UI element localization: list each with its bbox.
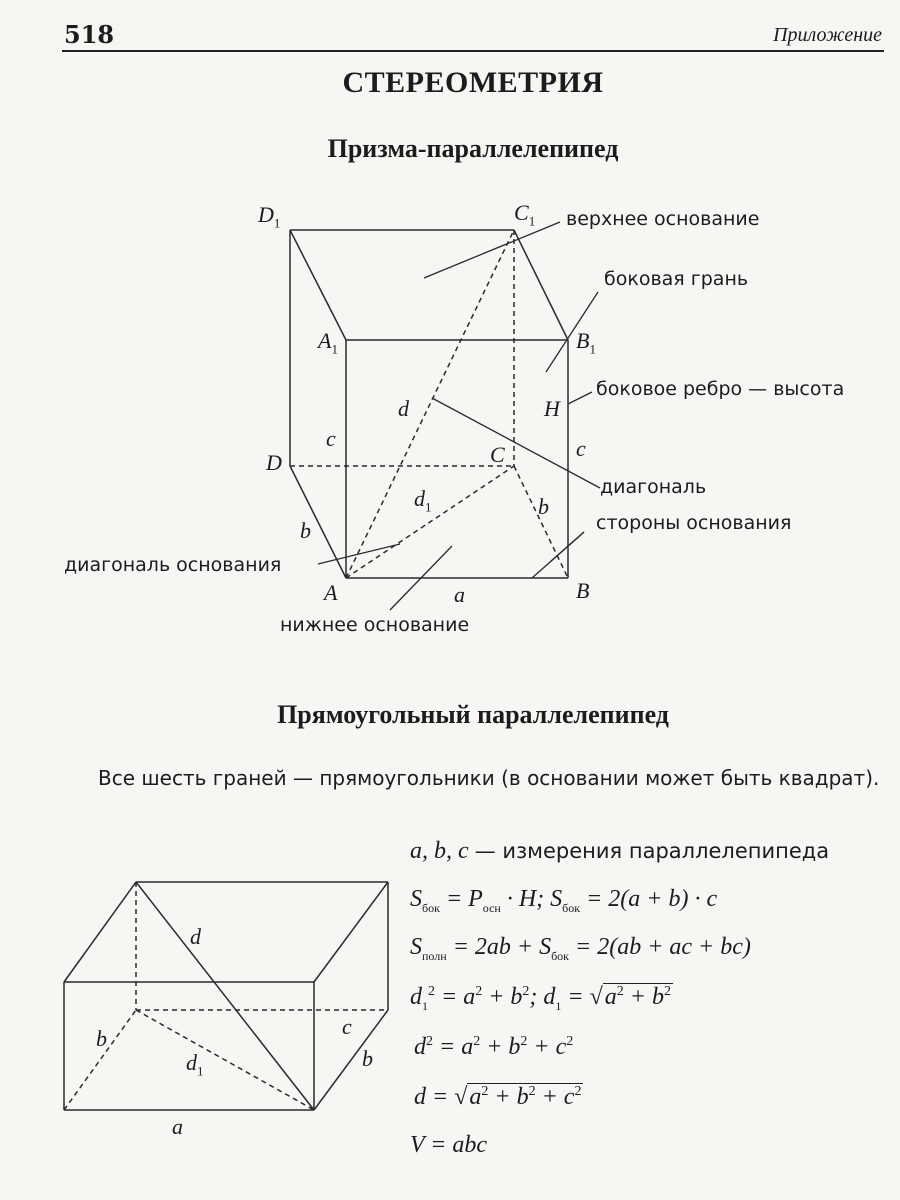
formula-dimensions: a, b, c — измерения параллелепипеда <box>410 838 830 864</box>
space-diagonal <box>346 230 514 578</box>
rect-heading: Прямоугольный параллелепипед <box>277 700 669 729</box>
running-head: Приложение <box>773 24 882 46</box>
rect-base-diagonal <box>136 1010 314 1110</box>
segment-label-d1: $d_1$ <box>414 486 432 515</box>
vertex-c: C <box>490 442 505 467</box>
vertex-d: D <box>266 450 282 475</box>
page-number: 518 <box>64 20 115 49</box>
rect-label-d1: $d_1$ <box>186 1050 204 1079</box>
segment-label-a: a <box>454 582 465 607</box>
label-base-sides: стороны основания <box>596 512 792 534</box>
vertex-a1: $A_1$ <box>318 328 338 357</box>
rect-space-diagonal <box>136 882 314 1110</box>
rect-label-c: c <box>342 1014 352 1039</box>
rect-label-b-left: b <box>96 1026 107 1051</box>
vertex-a: A <box>324 580 338 605</box>
rect-paragraph: Все шесть граней — прямоугольники (в основании может быть квадрат). <box>98 766 880 790</box>
label-bottom-base: нижнее основание <box>280 614 470 636</box>
label-side-edge: боковое ребро — высота <box>596 378 845 400</box>
formula-diagonal: $d = √a^2 + b^2 + c^2$ <box>414 1084 582 1110</box>
segment-label-b-right: b <box>538 494 549 519</box>
base-diagonal <box>346 466 514 578</box>
formula-base-diagonal: $d_1^2 = a^2 + b^2$; $d_1 = √a^2 + b^2$ <box>410 984 671 1013</box>
segment-label-b-left: b <box>300 518 311 543</box>
edge-c1b1 <box>514 230 568 340</box>
section-title: СТЕРЕОМЕТРИЯ <box>342 66 604 99</box>
formula-lateral-area: $S_{бок} = P_{осн} \cdot H$; $S_{бок} = 2(a + b) \cdot c$ <box>410 886 718 915</box>
edge-d1a1 <box>290 230 346 340</box>
formula-diagonal-squared: $d^2 = a^2 + b^2 + c^2$ <box>414 1034 574 1060</box>
rect-edge-top-right <box>314 882 388 982</box>
leader-diagonal <box>432 398 600 488</box>
formula-total-area: $S_{полн} = 2ab + S_{бок} = 2(ab$ + ac + bc) <box>410 934 751 963</box>
rect-label-d: d <box>190 924 201 949</box>
segment-label-c-right: c <box>576 436 586 461</box>
vertex-d1: $D_1$ <box>258 202 281 231</box>
segment-label-d: d <box>398 396 409 421</box>
vertex-b: B <box>576 578 590 603</box>
rect-label-b-right: b <box>362 1046 373 1071</box>
vertex-b1: $B_1$ <box>576 328 596 357</box>
rect-label-a: a <box>172 1114 183 1139</box>
label-diagonal: диагональ <box>600 476 707 498</box>
leader-base-side-2 <box>550 532 584 562</box>
segment-label-c-left: c <box>326 426 336 451</box>
label-side-face: боковая грань <box>604 268 749 290</box>
prism-heading: Призма-параллелепипед <box>327 134 619 163</box>
rect-edge-hidden-left <box>64 1010 136 1110</box>
edge-da <box>290 466 346 578</box>
segment-label-h: H <box>544 396 560 421</box>
leader-side-edge <box>568 392 592 404</box>
rect-edge-top-left <box>64 882 136 982</box>
label-top-base: верхнее основание <box>566 208 760 230</box>
label-base-diagonal: диагональ основания <box>64 554 282 576</box>
vertex-c1: $C_1$ <box>514 200 536 229</box>
edge-cb-hidden <box>514 466 568 578</box>
formula-volume: V = abc <box>410 1132 488 1158</box>
